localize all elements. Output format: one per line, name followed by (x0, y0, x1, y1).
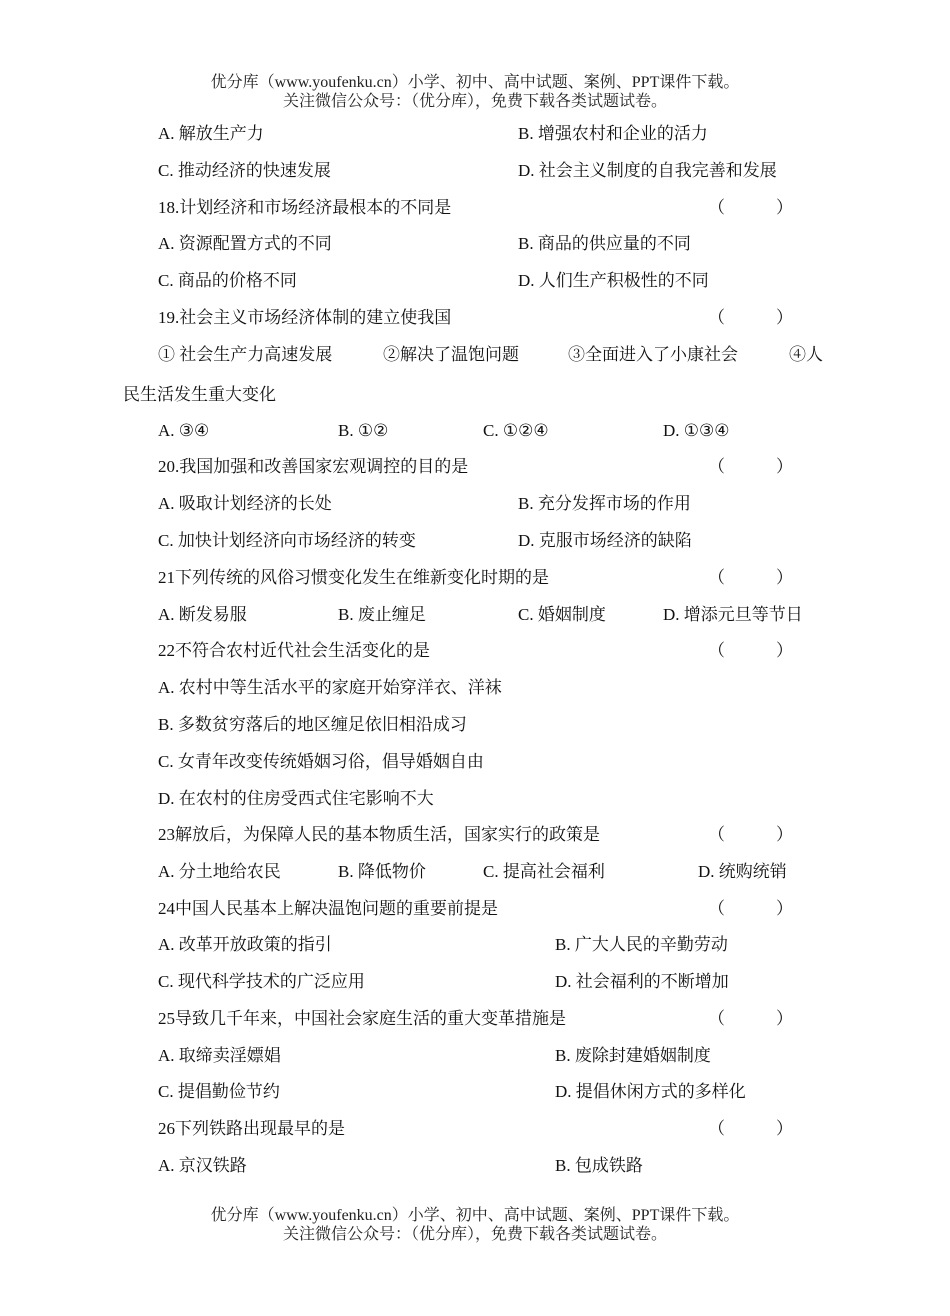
q26-answer-blank: （ ） (708, 1119, 793, 1138)
header-line-1: 优分库（www.youfenku.cn）小学、初中、高中试题、案例、PPT课件下载。 (210, 74, 740, 91)
q20-option-b: B. 充分发挥市场的作用 (518, 494, 691, 513)
q17-option-d: D. 社会主义制度的自我完善和发展 (518, 161, 777, 180)
q26-option-a: A. 京汉铁路 (158, 1156, 247, 1175)
q25-option-a: A. 取缔卖淫嫖娼 (158, 1046, 281, 1065)
q17-option-b: B. 增强农村和企业的活力 (518, 124, 708, 143)
q18-stem: 18.计划经济和市场经济最根本的不同是 (158, 198, 452, 217)
q19-option-a: A. ③④ (158, 421, 210, 440)
q19-answer-blank: （ ） (708, 308, 793, 327)
q21-answer-blank: （ ） (708, 568, 793, 587)
q24-stem: 24中国人民基本上解决温饱问题的重要前提是 (158, 899, 498, 918)
q17-option-a: A. 解放生产力 (158, 124, 264, 143)
q26-option-b: B. 包成铁路 (555, 1156, 643, 1175)
q22-option-b: B. 多数贫穷落后的地区缠足依旧相沿成习 (158, 715, 467, 734)
q26-stem: 26下列铁路出现最早的是 (158, 1119, 345, 1138)
q25-option-b: B. 废除封建婚姻制度 (555, 1046, 711, 1065)
q17-option-c: C. 推动经济的快速发展 (158, 161, 331, 180)
q19-option-d: D. ①③④ (663, 421, 730, 440)
q24-option-a: A. 改革开放政策的指引 (158, 935, 332, 954)
q18-option-b: B. 商品的供应量的不同 (518, 234, 691, 253)
q24-option-c: C. 现代科学技术的广泛应用 (158, 972, 365, 991)
footer-line-2: 关注微信公众号：（优分库），免费下载各类试题试卷。 (282, 1226, 667, 1243)
q19-statement-2: ②解决了温饱问题 (383, 345, 519, 364)
q22-stem: 22不符合农村近代社会生活变化的是 (158, 641, 430, 660)
q20-option-d: D. 克服市场经济的缺陷 (518, 531, 692, 550)
q18-option-c: C. 商品的价格不同 (158, 271, 297, 290)
q22-option-a: A. 农村中等生活水平的家庭开始穿洋衣、洋袜 (158, 678, 502, 697)
q20-option-c: C. 加快计划经济向市场经济的转变 (158, 531, 416, 550)
q19-stem: 19.社会主义市场经济体制的建立使我国 (158, 308, 452, 327)
q19-statement-1: ① 社会生产力高速发展 (158, 345, 333, 364)
q23-option-a: A. 分土地给农民 (158, 862, 281, 881)
q19-statement-3: ③全面进入了小康社会 (568, 345, 738, 364)
q25-stem: 25导致几千年来，中国社会家庭生活的重大变革措施是 (158, 1009, 566, 1028)
q24-answer-blank: （ ） (708, 899, 793, 918)
q23-answer-blank: （ ） (708, 825, 793, 844)
q22-answer-blank: （ ） (708, 641, 793, 660)
q18-option-a: A. 资源配置方式的不同 (158, 234, 332, 253)
q19-statement-4-cont: 民生活发生重大变化 (123, 385, 276, 404)
q20-stem: 20.我国加强和改善国家宏观调控的目的是 (158, 457, 469, 476)
q22-option-d: D. 在农村的住房受西式住宅影响不大 (158, 789, 434, 808)
q21-stem: 21下列传统的风俗习惯变化发生在维新变化时期的是 (158, 568, 549, 587)
header-line-2: 关注微信公众号：（优分库），免费下载各类试题试卷。 (282, 93, 667, 110)
q20-option-a: A. 吸取计划经济的长处 (158, 494, 332, 513)
q23-option-b: B. 降低物价 (338, 862, 426, 881)
q18-option-d: D. 人们生产积极性的不同 (518, 271, 709, 290)
q23-option-d: D. 统购统销 (698, 862, 787, 881)
q22-option-c: C. 女青年改变传统婚姻习俗，倡导婚姻自由 (158, 752, 484, 771)
q19-option-b: B. ①② (338, 421, 389, 440)
q21-option-b: B. 废止缠足 (338, 605, 426, 624)
q23-stem: 23解放后，为保障人民的基本物质生活，国家实行的政策是 (158, 825, 600, 844)
q25-option-d: D. 提倡休闲方式的多样化 (555, 1082, 746, 1101)
q25-answer-blank: （ ） (708, 1009, 793, 1028)
footer-line-1: 优分库（www.youfenku.cn）小学、初中、高中试题、案例、PPT课件下载。 (210, 1207, 740, 1224)
q19-statement-4: ④人 (789, 345, 823, 364)
q24-option-b: B. 广大人民的辛勤劳动 (555, 935, 728, 954)
q24-option-d: D. 社会福利的不断增加 (555, 972, 729, 991)
q20-answer-blank: （ ） (708, 457, 793, 476)
q21-option-a: A. 断发易服 (158, 605, 247, 624)
q19-option-c: C. ①②④ (483, 421, 549, 440)
q21-option-c: C. 婚姻制度 (518, 605, 606, 624)
q25-option-c: C. 提倡勤俭节约 (158, 1082, 280, 1101)
q18-answer-blank: （ ） (708, 198, 793, 217)
q23-option-c: C. 提高社会福利 (483, 862, 605, 881)
q21-option-d: D. 增添元旦等节日 (663, 605, 803, 624)
